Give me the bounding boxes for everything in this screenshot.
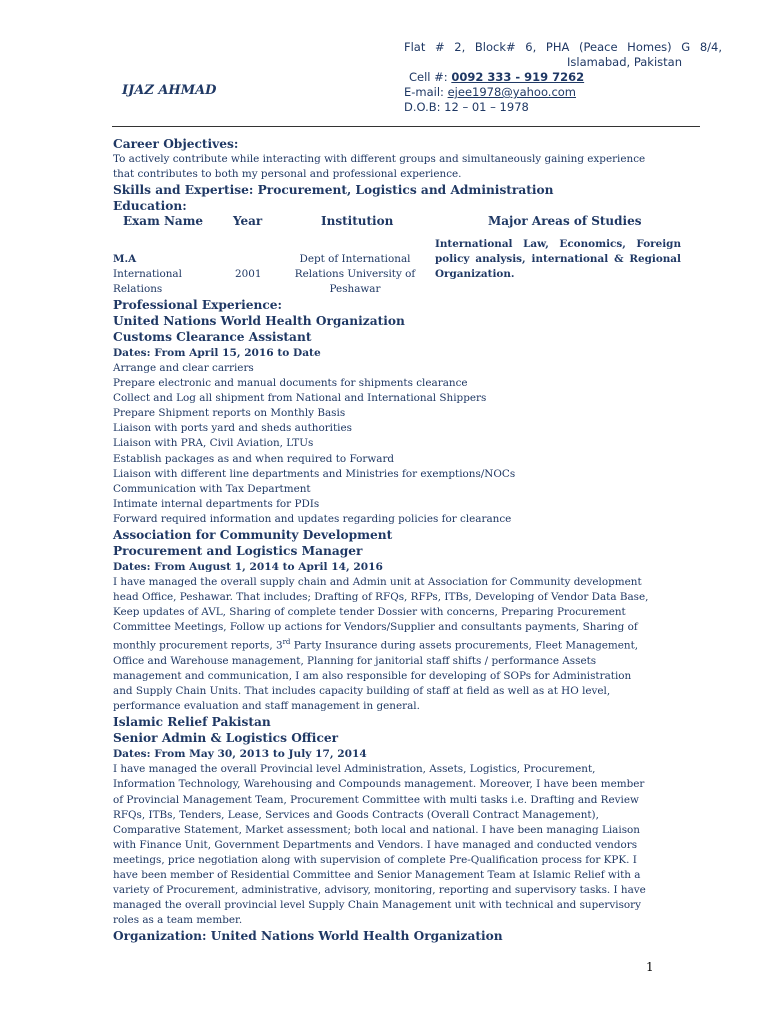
job2-title: Procurement and Logistics Manager — [113, 544, 363, 559]
job3-dates: Dates: From May 30, 2013 to July 17, 2014 — [113, 748, 367, 761]
exam-name-3: Relations — [113, 283, 163, 295]
job3-description — [113, 762, 683, 928]
cell-label: Cell #: — [409, 70, 448, 84]
para-line: head Office, Peshawar. That includes; Drafting of RFQs, RFPs, ITBs, Developing of Vendor Data Base, — [113, 591, 649, 604]
experience-heading: Professional Experience: — [113, 298, 282, 312]
exam-name-2: International — [113, 268, 182, 280]
duty-item: Prepare Shipment reports on Monthly Basis — [113, 407, 346, 420]
para-segment: monthly procurement reports, 3 — [113, 639, 283, 652]
duty-item: Liaison with PRA, Civil Aviation, LTUs — [113, 437, 314, 450]
para-line — [113, 635, 683, 654]
para-line: have been member of Residential Committee and Senior Management Team at Islamic Relief with a — [113, 869, 641, 881]
major-areas: International Law, Economics, Foreign policy analysis, international & Regional Organization. — [435, 238, 681, 280]
exam-year: 2001 — [235, 268, 262, 280]
duty-item: Prepare electronic and manual documents for shipments clearance — [113, 377, 468, 390]
job2-description — [113, 575, 683, 714]
col-year: Year — [233, 214, 263, 228]
job2-dates: Dates: From August 1, 2014 to April 14, 2016 — [113, 561, 383, 574]
job1-org: United Nations World Health Organization — [113, 314, 405, 328]
para-line: with Finance Unit, Government Departments and Vendors. I have managed and conducted vendors — [113, 838, 638, 851]
job3-title: Senior Admin & Logistics Officer — [113, 731, 339, 746]
para-line: Office and Warehouse management, Planning for janitorial staff shifts / performance Assets — [113, 654, 597, 667]
job1-duties — [113, 361, 683, 527]
education-table — [113, 214, 683, 295]
para-line: RFQs, ITBs, Tenders, Lease, Services and Goods Contracts (Overall Contract Management), — [113, 808, 599, 821]
institution-line-1: Dept of International — [299, 253, 411, 265]
dob: D.O.B: 12 – 01 – 1978 — [404, 100, 529, 114]
duty-item: Forward required information and updates regarding policies for clearance — [113, 512, 512, 525]
duty-item: Communication with Tax Department — [113, 482, 311, 495]
page-number: 1 — [646, 960, 654, 974]
para-line: variety of Procurement, administrative, advisory, monitoring, reporting and supervisory tasks. I have — [113, 884, 646, 897]
col-major: Major Areas of Studies — [488, 214, 642, 228]
para-line: performance evaluation and staff management in general. — [113, 700, 420, 713]
para-line: management and communication, I am also responsible for developing of SOPs for Administration — [113, 670, 632, 683]
duty-item: Liaison with different line departments and Ministries for exemptions/NOCs — [113, 467, 516, 480]
career-text-line-1: To actively contribute while interacting with different groups and simultaneously gaining experience — [113, 153, 646, 165]
resume-body — [113, 136, 683, 944]
skills-heading: Skills and Expertise: Procurement, Logistics and Administration — [113, 183, 554, 197]
para-line: Information Technology, Warehousing and Compounds management. Moreover, I have been member — [113, 778, 645, 791]
col-exam-name: Exam Name — [123, 214, 204, 228]
superscript-rd: rd — [282, 638, 291, 647]
para-segment: Party Insurance during assets procurements, Fleet Management, — [290, 639, 639, 652]
para-line: of Provincial Management Team, Procurement Committee with multi tasks i.e. Drafting and Review — [113, 793, 639, 806]
career-text-line-2: that contributes to both my personal and professional experience. — [113, 168, 462, 180]
duty-item: Intimate internal departments for PDIs — [113, 497, 320, 510]
para-line: managed the overall provincial level Supply Chain Management unit with technical and supervisory — [113, 899, 642, 912]
para-line: I have managed the overall supply chain and Admin unit at Association for Community development — [113, 576, 642, 589]
address-line-1: Flat # 2, Block# 6, PHA (Peace Homes) G 8/4, — [404, 40, 722, 54]
email-link[interactable]: ejee1978@yahoo.com — [447, 85, 577, 99]
header-divider — [112, 126, 700, 127]
education-heading: Education: — [113, 199, 187, 213]
duty-item: Establish packages as and when required to Forward — [113, 452, 395, 465]
para-line: Committee Meetings, Follow up actions for Vendors/Supplier and consultants payments, Sharing of — [113, 621, 638, 634]
job3-org: Islamic Relief Pakistan — [113, 715, 271, 730]
duty-item: Arrange and clear carriers — [113, 362, 254, 374]
exam-name-1: M.A — [113, 253, 137, 265]
address-line-2: Islamabad, Pakistan — [567, 55, 682, 69]
contact-block — [404, 40, 722, 115]
job4-org: Organization: United Nations World Health Organization — [113, 929, 503, 944]
para-line: meetings, price negotiation along with supervision of complete Pre-Qualification process for KPK. I — [113, 853, 637, 866]
para-line: Keep updates of AVL, Sharing of complete tender Dossier with concerns, Preparing Procurement — [113, 606, 626, 619]
candidate-name: IJAZ AHMAD — [122, 83, 217, 98]
duty-item: Collect and Log all shipment from National and International Shippers — [113, 392, 487, 405]
para-line: and Supply Chain Units. That includes capacity building of staff at field as well as at HO level, — [113, 685, 611, 698]
para-line: roles as a team member. — [113, 914, 243, 927]
col-institution: Institution — [321, 214, 394, 228]
institution-line-2: Relations University of — [294, 268, 416, 280]
cell-number: 0092 333 - 919 7262 — [451, 70, 585, 84]
para-line: Comparative Statement, Market assessment; both local and national. I have been managing Liaison — [113, 823, 640, 836]
email-label: E-mail: — [404, 85, 444, 99]
duty-item: Liaison with ports yard and sheds authorities — [113, 422, 352, 435]
institution-line-3: Peshawar — [329, 283, 381, 295]
email-line — [404, 85, 722, 100]
cell-line — [404, 70, 722, 85]
career-heading: Career Objectives: — [113, 137, 239, 151]
job2-org: Association for Community Development — [113, 528, 393, 543]
para-line: I have managed the overall Provincial level Administration, Assets, Logistics, Procurement, — [113, 763, 596, 776]
job1-dates: Dates: From April 15, 2016 to Date — [113, 347, 321, 359]
job1-title: Customs Clearance Assistant — [113, 330, 312, 344]
